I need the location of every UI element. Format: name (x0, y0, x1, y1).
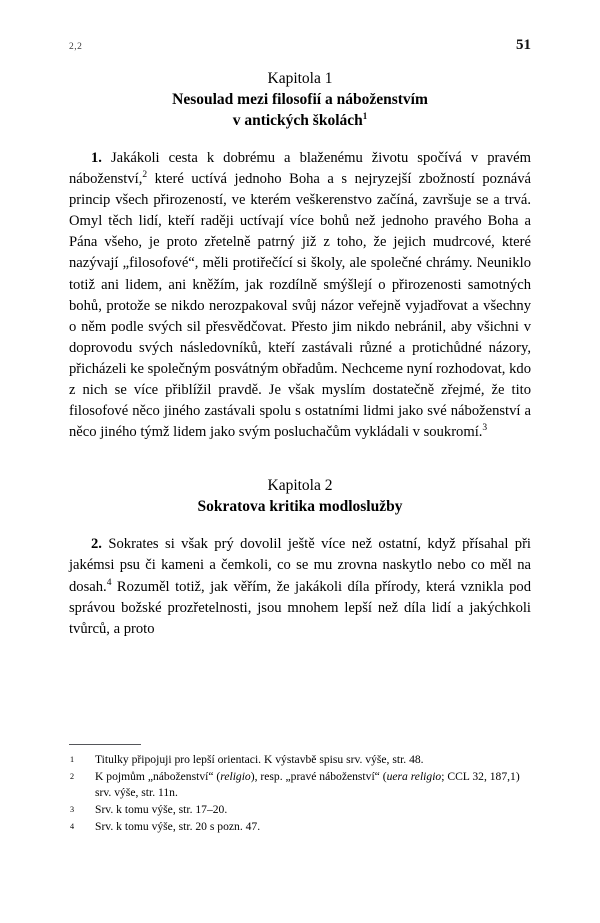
paragraph-1 (69, 148, 531, 443)
chapter-1-title-line-2: v antických školách (232, 112, 363, 129)
footnote-list (69, 752, 531, 835)
paragraph-2-number: 2. (91, 536, 102, 553)
running-head (69, 37, 531, 54)
paragraph-2 (69, 534, 531, 639)
footnote-text-run: Srv. k tomu výše, str. 20 s pozn. 47. (95, 819, 261, 833)
footnote-item (69, 752, 531, 768)
footnote-item (69, 802, 531, 818)
footnote-text-run: K pojmům „náboženství“ ( (95, 769, 221, 783)
chapter-1-title (69, 89, 531, 131)
chapter-heading-2 (69, 475, 531, 517)
footnote-text (95, 753, 424, 766)
paragraph-1-number: 1. (91, 150, 102, 166)
paragraph-1-footnote-ref-3[interactable]: 3 (482, 423, 488, 434)
spacer-body-chapter2 (69, 443, 531, 475)
footnote-item (69, 769, 531, 802)
paragraph-2-text-part-2: Rozuměl totiž, jak věřím, že jakákoli díla přírody, která vznikla pod správou božské prozřetelnosti, jsou mnohem lepší než díla lidí a jakýchkoli tvůrců, a proto (69, 578, 531, 637)
footnote-item (69, 819, 531, 835)
chapter-2-title: Sokratova kritika modloslužby (197, 498, 403, 516)
footnote-text-run: ), resp. „pravé náboženství“ ( (250, 769, 387, 783)
footnote-marker[interactable]: 1 (70, 755, 75, 764)
running-head-reference: 2,2 (69, 42, 83, 52)
chapter-heading-1 (69, 68, 531, 131)
footnote-separator-rule (69, 744, 141, 745)
chapter-1-title-footnote-ref[interactable]: 1 (362, 110, 368, 121)
paragraph-1-text-part-2: které uctívá jednoho Boha a s nejryzejší zbožností poznává princip všech přirozeností, ve kterém veškerenstvo začíná, završuje se a trvá. Omyl těch lidí, kteří raději uctívají více bohů než jednoho pravého Boha a Pána všeho, je proto zřetelně patrný již z toho, že jejich mudrcové, které nazývají „filosofové“, měli protiřečící si školy, ale společné chrámy. Neuniklo totiž ani lidem, ani kněžím, jak rozdílně smýšlejí o přirozenosti samotných bohů, protože se nikdo nerozpakoval svůj názor veřejně vyjadřovat a všechny o něm podle svých sil přesvědčovat. Přesto jim nikdo nebránil, aby všichni v doprovodu svých následovníků, kteří zastávali různé a protichůdné názory, přicházeli ke společným posvátným obřadům. Nechceme nyní rozhodovat, kdo z nich se více přiblížil pravdě. Je však myslím dostatečně zřejmé, že tito filosofové něco jiného zastávali spolu s ostatními lidmi jako své náboženství a něco jiného týmž lidem jako svým posluchačům vykládali v soukromí. (69, 171, 531, 441)
footnotes-section (69, 744, 531, 835)
footnote-marker[interactable]: 2 (70, 771, 75, 781)
footnote-text (95, 770, 520, 799)
chapter-1-label: Kapitola 1 (267, 70, 333, 87)
footnote-text-run: Srv. k tomu výše, str. 17–20. (95, 802, 228, 816)
paragraph-1-footnote-ref-2[interactable]: 2 (142, 170, 148, 181)
footnote-marker[interactable]: 3 (70, 804, 75, 814)
spacer-title-body (69, 131, 531, 148)
footnote-text-run: Titulky připojuji pro lepší orientaci. K výstavbě spisu srv. výše, str. 48. (95, 753, 424, 766)
paragraph-1-text-part-1: Jakákoli cesta k dobrému a blaženému životu spočívá v pravém náboženství, (69, 150, 531, 188)
chapter-2-label: Kapitola 2 (267, 477, 333, 495)
spacer-chapter2-body (69, 517, 531, 534)
footnote-term-italic: religio (220, 769, 251, 783)
chapter-1-title-line-1: Nesoulad mezi filosofií a náboženstvím (172, 91, 428, 108)
footnote-term-italic: uera religio (386, 769, 442, 783)
page-number: 51 (516, 37, 531, 53)
footnote-text (95, 820, 260, 833)
paragraph-2-footnote-ref-4[interactable]: 4 (106, 577, 112, 588)
footnote-marker[interactable]: 4 (70, 821, 75, 831)
paragraph-2-text-part-1: Sokrates si však prý dovolil ještě více než ostatní, když přísahal při jakémsi psu či kameni a čemkoli, co se mu zrovna naskytlo nebo co měl na dosah. (69, 536, 531, 595)
footnote-text-run: ; CCL 32, 187,1) srv. výše, str. 11n. (95, 769, 520, 800)
footnote-text (95, 803, 227, 816)
page-content (69, 68, 531, 640)
